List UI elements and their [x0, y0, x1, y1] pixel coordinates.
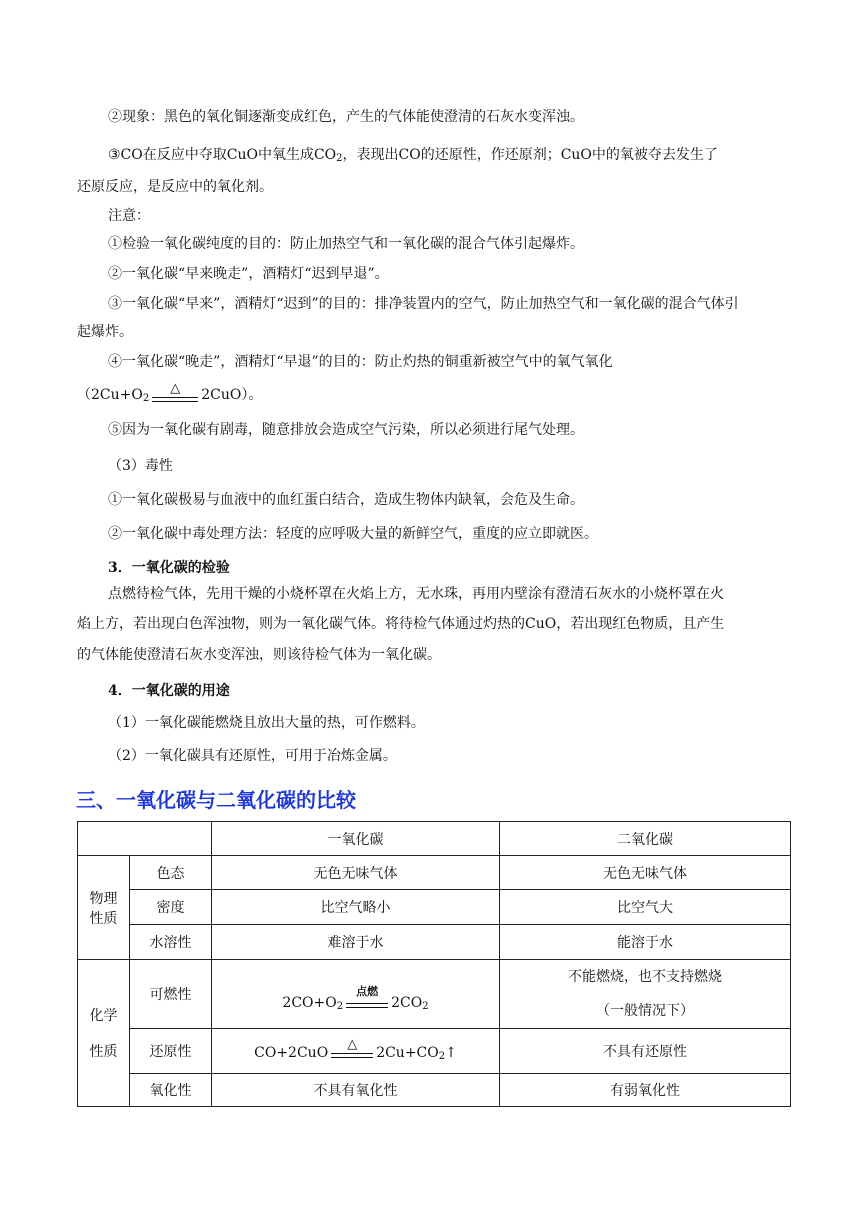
note-3-line2: 起爆炸。	[77, 324, 133, 340]
cell-co2: 无色无味气体	[500, 856, 791, 890]
header-co: 一氧化碳	[212, 822, 500, 856]
detection-line2: 焰上方，若出现白色浑浊物，则为一氧化碳气体。将待检气体通过灼热的CuO，若出现红色物质，且产生	[77, 616, 725, 632]
toxicity-title: （3）毒性	[108, 458, 173, 474]
table-row	[78, 856, 791, 890]
row-label: 还原性	[130, 1029, 212, 1074]
note-2: ②一氧化碳“早来晚走”，酒精灯“迟到早退”。	[108, 266, 389, 282]
cell-co2: 有弱氧化性	[500, 1074, 791, 1107]
cell-co2: 能溶于水	[500, 925, 791, 960]
heating-condition	[329, 1037, 375, 1061]
row-label: 水溶性	[130, 925, 212, 960]
header-empty-cell	[78, 822, 212, 856]
text-span: CO+2CuO	[254, 1045, 329, 1061]
text-span: （2Cu+O	[77, 387, 143, 403]
ignition-label: 点燃	[356, 985, 379, 998]
note-4-line1: ④一氧化碳“晚走”，酒精灯“早退”的目的：防止灼热的铜重新被空气中的氧气氧化	[108, 354, 613, 370]
note-5: ⑤因为一氧化碳有剧毒，随意排放会造成空气污染，所以必须进行尾气处理。	[108, 422, 584, 438]
table-row	[78, 925, 791, 960]
ignition-condition	[344, 985, 390, 1011]
text-span: 2CO+O	[282, 995, 337, 1011]
toxicity-2: ②一氧化碳中毒处理方法：轻度的应呼吸大量的新鲜空气，重度的应立即就医。	[108, 526, 598, 542]
toxicity-1: ①一氧化碳极易与血液中的血红蛋白结合，造成生物体内缺氧，会危及生命。	[108, 492, 584, 508]
cell-co2: 不具有还原性	[500, 1029, 791, 1074]
note-label: 注意：	[108, 208, 150, 224]
table-row	[78, 1074, 791, 1107]
group-label: 物理	[89, 890, 118, 907]
cell-co: 无色无味气体	[212, 856, 500, 890]
row-label: 可燃性	[130, 960, 212, 1029]
cell-co2	[500, 960, 791, 1029]
heat-triangle-icon: △	[347, 1037, 358, 1052]
subscript: 2	[336, 153, 343, 164]
comparison-table	[77, 821, 791, 1107]
detection-line3: 的气体能使澄清石灰水变浑浊，则该待检气体为一氧化碳。	[77, 647, 441, 663]
cell-co-combustion-equation	[212, 960, 500, 1029]
subscript: 2	[422, 1001, 429, 1012]
table-row	[78, 890, 791, 925]
section-title: 三、一氧化碳与二氧化碳的比较	[76, 788, 356, 812]
row-label: 密度	[130, 890, 212, 925]
subscript: 2	[142, 393, 150, 404]
cell-co: 难溶于水	[212, 925, 500, 960]
table-row	[78, 960, 791, 1029]
cell-co2: 比空气大	[500, 890, 791, 925]
subscript: 2	[336, 1001, 344, 1012]
paragraph-reduction-2: 还原反应，是反应中的氧化剂。	[77, 179, 273, 195]
equals-sign	[346, 1003, 388, 1008]
heading-detection: 3．一氧化碳的检验	[108, 560, 230, 576]
note-1: ①检验一氧化碳纯度的目的：防止加热空气和一氧化碳的混合气体引起爆炸。	[108, 236, 584, 252]
detection-line1: 点燃待检气体，先用干燥的小烧杯罩在火焰上方，无水珠，再用内壁涂有澄清石灰水的小烧杯罩在火	[108, 586, 724, 602]
text-span: 2CO	[391, 995, 423, 1011]
cell-co: 比空气略小	[212, 890, 500, 925]
use-1: （1）一氧化碳能燃烧且放出大量的热，可作燃料。	[108, 715, 425, 731]
equals-sign	[331, 1053, 373, 1058]
group-physical	[78, 856, 130, 960]
table-header-row	[78, 822, 791, 856]
use-2: （2）一氧化碳具有还原性，可用于冶炼金属。	[108, 748, 397, 764]
note-4-equation	[77, 381, 263, 405]
heat-triangle-icon: △	[170, 381, 181, 396]
gas-arrow-icon: ↑	[445, 1045, 457, 1061]
heading-uses: 4．一氧化碳的用途	[108, 683, 230, 699]
paragraph-phenomenon: ②现象：黑色的氧化铜逐渐变成红色，产生的气体能使澄清的石灰水变浑浊。	[108, 109, 584, 125]
paragraph-reduction-1	[108, 145, 718, 165]
header-co2: 二氧化碳	[500, 822, 791, 856]
text-span: 不能燃烧，也不支持燃烧	[568, 969, 722, 985]
cell-co: 不具有氧化性	[212, 1074, 500, 1107]
text-span: （一般情况下）	[596, 1003, 694, 1019]
group-label: 化学	[89, 1008, 118, 1024]
subscript: 2	[438, 1051, 446, 1062]
equals-sign	[152, 397, 198, 402]
text-span: 2CuO）。	[201, 387, 263, 403]
table-row	[78, 1029, 791, 1074]
text-span: ，表现出CO的还原性，作还原剂；CuO中的氧被夺去发生了	[342, 147, 718, 163]
group-chemical	[78, 960, 130, 1107]
cell-co-reduction-equation	[212, 1029, 500, 1074]
text-span: ③CO在反应中夺取CuO中氧生成CO	[108, 147, 337, 163]
text-span: 2Cu+CO	[376, 1045, 439, 1061]
group-label: 性质	[89, 910, 118, 927]
note-3-line1: ③一氧化碳“早来”，酒精灯“迟到”的目的：排净装置内的空气，防止加热空气和一氧化碳的混合气体引	[108, 296, 739, 312]
row-label: 色态	[130, 856, 212, 890]
heating-condition	[150, 381, 200, 405]
row-label: 氧化性	[130, 1074, 212, 1107]
group-label: 性质	[89, 1044, 118, 1060]
